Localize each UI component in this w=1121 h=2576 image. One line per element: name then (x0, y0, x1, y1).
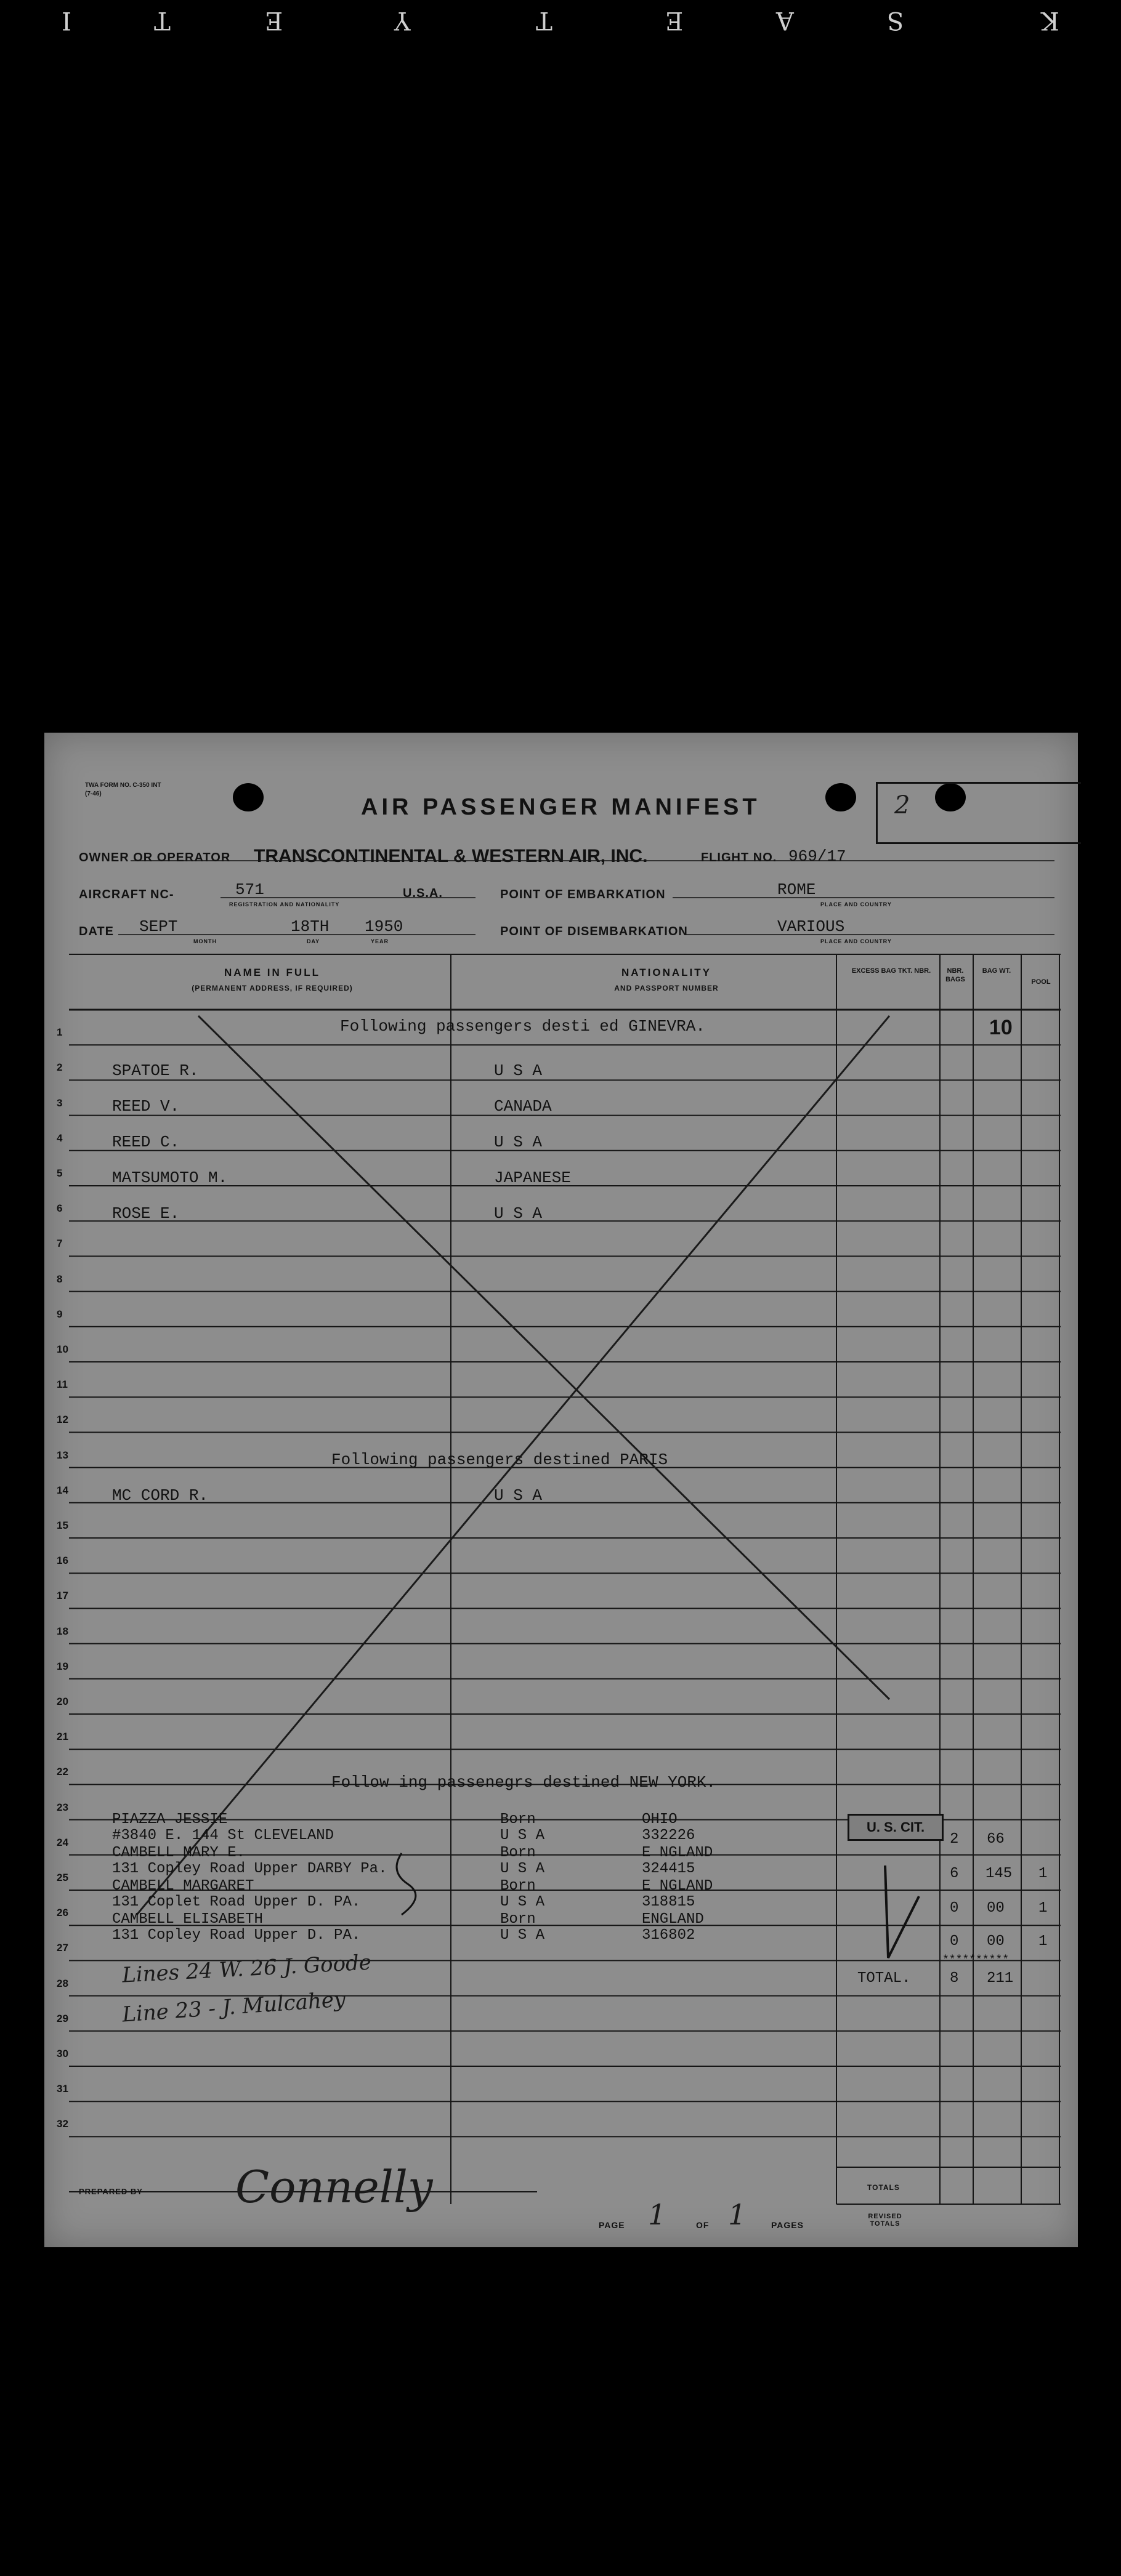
row-number: 16 (57, 1555, 68, 1567)
row-number: 24 (57, 1836, 68, 1848)
aircraft-prefix: NC- (150, 888, 174, 901)
page-total: 1 (728, 2198, 747, 2231)
passenger-name: REED C. (112, 1133, 180, 1151)
flight-label: FLIGHT NO. (701, 851, 777, 864)
aircraft-sub: REGISTRATION AND NATIONALITY (229, 901, 340, 908)
row-number: 4 (57, 1132, 63, 1144)
bags-count: 0 (950, 1900, 959, 1917)
totals-label: TOTALS (867, 2183, 900, 2192)
row-number: 31 (57, 2083, 68, 2095)
passenger-nationality: U S A (500, 1827, 545, 1844)
manifest-document (44, 733, 1078, 2247)
row-number: 5 (57, 1167, 63, 1179)
passenger-nationality: U S A (494, 1204, 543, 1223)
row-number: 30 (57, 2048, 68, 2059)
passenger-name: SPATOE R. (112, 1061, 199, 1080)
page-label: PAGE (599, 2220, 625, 2230)
bag-weight: 145 (985, 1866, 1013, 1882)
form-date: (7-46) (85, 791, 102, 797)
row1-bag-weight: 10 (989, 1016, 1013, 1039)
total-label: TOTAL. (857, 1970, 911, 1987)
passenger-nationality: JAPANESE (494, 1169, 571, 1187)
film-strip (0, 0, 1121, 49)
bag-weight: 00 (987, 1900, 1005, 1917)
date-year: 1950 (365, 917, 403, 936)
form-number: TWA FORM NO. C-350 INT (85, 782, 161, 789)
prepared-by-label: PREPARED BY (79, 2187, 143, 2196)
passenger-address: #3840 E. 144 St CLEVELAND (112, 1827, 334, 1844)
passenger-nationality: U S A (500, 1927, 545, 1944)
passenger-nationality: CANADA (494, 1097, 552, 1116)
passenger-name: MATSUMOTO M. (112, 1169, 228, 1187)
passenger-nationality: U S A (500, 1894, 545, 1910)
film-char: S (887, 6, 904, 34)
passenger-name: CAMBELL ELISABETH (112, 1911, 263, 1928)
signature: Connelly (235, 2161, 433, 2213)
passenger-nationality: Born (500, 1811, 536, 1828)
sheet-number: 2 (894, 791, 910, 819)
aircraft-label: AIRCRAFT (79, 888, 147, 901)
row-number: 19 (57, 1660, 68, 1672)
col-nationality-header: NATIONALITY (621, 967, 711, 978)
place-country-label: PLACE AND COUNTRY (820, 901, 892, 908)
disembark-label: POINT OF DISEMBARKATION (500, 925, 688, 938)
passenger-nationality: Born (500, 1845, 536, 1861)
bags-count: 2 (950, 1831, 959, 1848)
embark-label: POINT OF EMBARKATION (500, 888, 666, 901)
film-char: K (1041, 6, 1059, 34)
passenger-passport: E NGLAND (642, 1845, 713, 1861)
owner-label: OWNER OR OPERATOR (79, 851, 231, 864)
row-number: 6 (57, 1202, 63, 1215)
day-label: DAY (307, 938, 320, 944)
row-number: 2 (57, 1061, 63, 1074)
page-title: AIR PASSENGER MANIFEST (361, 794, 761, 820)
note-paris: Following passengers destined PARIS (331, 1451, 668, 1469)
date-month: SEPT (139, 917, 178, 936)
film-char: I (62, 6, 71, 34)
note-newyork: Follow ing passenegrs destined NEW YORK. (331, 1773, 716, 1792)
month-label: MONTH (193, 938, 217, 944)
row-number: 10 (57, 1343, 68, 1355)
bags-count: 6 (950, 1866, 959, 1882)
passenger-passport: 332226 (642, 1827, 695, 1844)
passenger-passport: OHIO (642, 1811, 678, 1828)
passenger-passport: 318815 (642, 1894, 695, 1910)
pages-label: PAGES (771, 2220, 804, 2230)
flight-value: 969/17 (788, 847, 846, 866)
bags-count: 0 (950, 1933, 959, 1950)
bag-weight: 00 (987, 1933, 1005, 1950)
row-number: 13 (57, 1449, 68, 1461)
row-number: 8 (57, 1273, 63, 1285)
date-label: DATE (79, 925, 114, 938)
row-number: 12 (57, 1414, 68, 1426)
pool-value: 1 (1038, 1933, 1048, 1950)
revised-totals-label: REVISED TOTALS (868, 2213, 902, 2228)
col-name-sub: (PERMANENT ADDRESS, IF REQUIRED) (192, 984, 353, 992)
year-label: YEAR (371, 938, 389, 944)
aircraft-number: 571 (235, 880, 264, 899)
total-bags: 8 (950, 1970, 959, 1987)
col-wt-header: BAG WT. (982, 967, 1011, 975)
of-label: OF (696, 2220, 710, 2230)
owner-value: TRANSCONTINENTAL & WESTERN AIR, INC. (254, 846, 648, 866)
aircraft-country: U.S.A. (403, 887, 443, 900)
film-char: E (265, 6, 283, 34)
passenger-name: CAMBELL MARGARET (112, 1878, 254, 1894)
passenger-nationality: U S A (500, 1861, 545, 1877)
passenger-name: CAMBELL MARY E. (112, 1845, 246, 1861)
passenger-nationality: U S A (494, 1133, 543, 1151)
bag-weight: 66 (987, 1831, 1005, 1848)
passenger-name: MC CORD R. (112, 1486, 209, 1505)
disembark-value: VARIOUS (777, 917, 845, 936)
passenger-passport: 324415 (642, 1861, 695, 1877)
passenger-country: ENGLAND (642, 1911, 704, 1928)
passenger-nationality: Born (500, 1878, 536, 1894)
row-number: 1 (57, 1026, 63, 1039)
passenger-nationality: U S A (494, 1486, 543, 1505)
passenger-nationality: Born (500, 1911, 536, 1928)
total-weight: 211 (987, 1970, 1014, 1987)
col-pool-header: POOL (1031, 978, 1051, 986)
passenger-address: 131 Copley Road Upper D. PA. (112, 1927, 361, 1944)
passenger-country: E NGLAND (642, 1878, 713, 1894)
film-char: A (776, 6, 794, 34)
note-geneva: Following passengers desti ed GINEVRA. (340, 1017, 705, 1036)
total-stars: ********** (942, 1954, 1010, 1966)
passenger-passport: 316802 (642, 1927, 695, 1944)
us-citizen-stamp: U. S. CIT. (848, 1814, 944, 1841)
row-number: 18 (57, 1625, 68, 1637)
page-number: 1 (648, 2198, 666, 2231)
col-excess-header: EXCESS BAG TKT. NBR. (851, 967, 931, 975)
row-number: 9 (57, 1308, 63, 1320)
film-char: T (154, 6, 171, 34)
row-number: 29 (57, 2012, 68, 2024)
col-nationality-sub: AND PASSPORT NUMBER (614, 984, 719, 992)
pool-value: 1 (1038, 1900, 1048, 1917)
row-number: 21 (57, 1731, 68, 1743)
row-number: 3 (57, 1097, 63, 1109)
pool-value: 1 (1038, 1866, 1048, 1882)
row-number: 22 (57, 1766, 68, 1778)
row-number: 25 (57, 1872, 68, 1883)
film-char: Y (394, 6, 411, 34)
film-char: E (665, 6, 684, 34)
handwritten-note: Lines 24 W. 26 J. Goode (121, 1950, 372, 1988)
row-number: 20 (57, 1696, 68, 1707)
passenger-address: 131 Coplet Road Upper D. PA. (112, 1894, 361, 1910)
row-number: 7 (57, 1238, 63, 1250)
col-name-header: NAME IN FULL (224, 967, 320, 978)
row-number: 15 (57, 1519, 68, 1531)
row-number: 26 (57, 1907, 68, 1919)
handwritten-note: Line 23 - J. Mulcahey (121, 1987, 347, 2027)
row-number: 11 (57, 1379, 68, 1391)
row-number: 32 (57, 2118, 68, 2130)
passenger-name: REED V. (112, 1097, 180, 1116)
row-number: 23 (57, 1801, 68, 1813)
passenger-name: PIAZZA JESSIE (112, 1811, 228, 1828)
col-bags-header: NBR. BAGS (945, 967, 965, 983)
passenger-address: 131 Copley Road Upper DARBY Pa. (112, 1861, 387, 1877)
row-number: 28 (57, 1977, 68, 1989)
row-number: 27 (57, 1942, 68, 1954)
passenger-nationality: U S A (494, 1061, 543, 1080)
date-day: 18TH (291, 917, 330, 936)
row-number: 14 (57, 1484, 68, 1496)
place-country-label-2: PLACE AND COUNTRY (820, 938, 892, 944)
embark-value: ROME (777, 880, 816, 899)
row-number: 17 (57, 1590, 68, 1602)
film-char: T (536, 6, 552, 34)
passenger-name: ROSE E. (112, 1204, 180, 1223)
